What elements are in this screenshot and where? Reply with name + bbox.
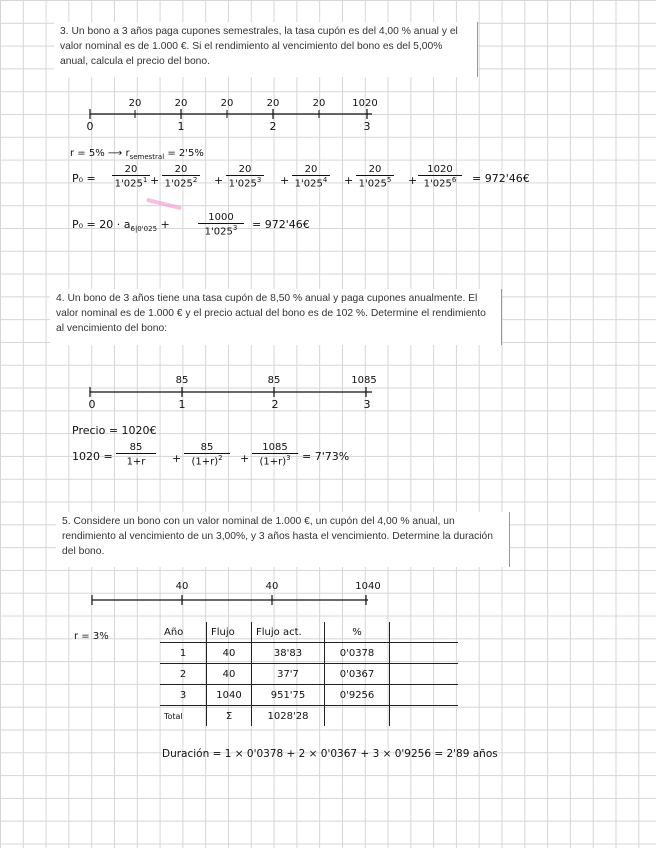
- table-cell: 1040: [207, 685, 252, 706]
- tick-label: 1: [178, 398, 186, 411]
- cash-flow-label: 85: [175, 375, 189, 386]
- cash-flow-label: 1020: [352, 98, 378, 109]
- fraction-term: $\frac{1020}{1'025^6}$: [418, 164, 462, 189]
- fraction-term: $\frac{85}{(1+r)^2}$: [184, 442, 230, 467]
- cash-flow-label: 20: [174, 98, 188, 109]
- plus-sign: +: [280, 174, 290, 187]
- fraction-term: $\frac{1085}{(1+r)^3}$: [252, 442, 298, 467]
- table-cell: Σ: [207, 706, 252, 727]
- duration-table: [160, 622, 458, 726]
- table-row: [160, 664, 458, 685]
- table-cell: [390, 664, 459, 685]
- cash-flow-label: 85: [267, 375, 281, 386]
- table-cell: 3: [160, 685, 207, 706]
- table-header: [390, 622, 459, 643]
- table-header-row: [160, 622, 458, 643]
- statement-border: [477, 22, 478, 77]
- cash-flow-label: 20: [220, 98, 234, 109]
- cash-flow-label: 40: [175, 581, 189, 592]
- table-row: [160, 685, 458, 706]
- table-cell: 2: [160, 664, 207, 685]
- table-cell: 38'83: [252, 643, 325, 664]
- table-cell: [390, 643, 459, 664]
- table-cell: 40: [207, 664, 252, 685]
- fraction-term: $\frac{20}{1'025^4}$: [292, 164, 330, 189]
- table-cell: 37'7: [252, 664, 325, 685]
- statement-border: [501, 289, 502, 345]
- table-cell: 0'0378: [325, 643, 390, 664]
- problem-3-text: 3. Un bono a 3 años paga cupones semestrales, la tasa cupón es del 4,00 % anual y el valor nominal es de 1.000 €. Si el rendimiento al vencimiento del bono es del 5,00% anual, calcula el precio del bono.: [60, 26, 458, 67]
- table-row: [160, 706, 458, 727]
- annuity-expression: $P_0 = 20 \cdot a_{6|0'025}$ +: [72, 218, 170, 234]
- table-cell: [390, 706, 459, 727]
- tick-label: 0: [86, 120, 94, 133]
- table-cell: [390, 685, 459, 706]
- tick-label: 3: [363, 398, 371, 411]
- fraction-term: $\frac{1000}{1'025^3}$: [198, 212, 244, 237]
- cash-flow-label: 1085: [351, 375, 377, 386]
- problem-5-statement: [56, 512, 510, 567]
- table-cell: Total: [160, 706, 207, 727]
- rate-label: r = 3%: [74, 631, 109, 642]
- table-cell: 1028'28: [252, 706, 325, 727]
- tick-label: 0: [88, 398, 96, 411]
- pink-highlight: [146, 198, 182, 211]
- problem-3-statement: [54, 22, 478, 77]
- table-row: [160, 643, 458, 664]
- problem-4-text: 4. Un bono de 3 años tiene una tasa cupón de 8,50 % anual y paga cupones anualmente. El valor nominal es de 1.000 € y el precio actual del bono es de 102 %. Determine el rendimiento al vencimiento del bono:: [56, 293, 486, 334]
- plus-sign: +: [150, 174, 160, 187]
- table-cell: 40: [207, 643, 252, 664]
- plus-sign: +: [408, 174, 418, 187]
- plus-sign: +: [344, 174, 354, 187]
- tick-label: 2: [269, 120, 277, 133]
- tick-label: 1: [177, 120, 185, 133]
- cash-flow-label: 1040: [355, 581, 381, 592]
- table-header: %: [325, 622, 390, 643]
- fraction-term: $\frac{85}{1+r}$: [116, 442, 156, 467]
- tick-label: 2: [271, 398, 279, 411]
- fraction-term: $\frac{20}{1'025^1}$: [112, 164, 150, 189]
- tick-label: 3: [363, 120, 371, 133]
- p0-label: P₀ =: [72, 172, 96, 185]
- equation-left: 1020 =: [72, 450, 113, 463]
- table-cell: 0'0367: [325, 664, 390, 685]
- fraction-term: $\frac{20}{1'025^3}$: [226, 164, 264, 189]
- annuity-result: = 972'46€: [252, 218, 310, 231]
- cash-flow-label: 20: [266, 98, 280, 109]
- fraction-term: $\frac{20}{1'025^2}$: [162, 164, 200, 189]
- table-header: Año: [160, 622, 207, 643]
- ytm-result: = 7'73%: [302, 450, 350, 463]
- rate-line: r = 5% ⟶ $r_{semestral} = 2'5\%$: [70, 148, 204, 161]
- table-cell: 0'9256: [325, 685, 390, 706]
- problem-4-statement: [50, 289, 502, 345]
- table-header: Flujo act.: [252, 622, 325, 643]
- table-cell: 1: [160, 643, 207, 664]
- cash-flow-label: 40: [265, 581, 279, 592]
- statement-border: [509, 512, 510, 567]
- price-line: Precio = 1020€: [72, 424, 157, 437]
- table-cell: 951'75: [252, 685, 325, 706]
- fraction-term: $\frac{20}{1'025^5}$: [356, 164, 394, 189]
- duration-result: Duración = 1 × 0'0378 + 2 × 0'0367 + 3 × 0'9256 = 2'89 años: [162, 748, 498, 760]
- problem-5-text: 5. Considere un bono con un valor nominal de 1.000 €, un cupón del 4,00 % anual, un rendimiento al vencimiento de un 3,00%, y 3 años hasta el vencimiento. Determine la duración del bono.: [62, 516, 493, 557]
- table-header: Flujo: [207, 622, 252, 643]
- plus-sign: +: [172, 452, 182, 465]
- table-cell: [325, 706, 390, 727]
- p0-result: = 972'46€: [472, 172, 530, 185]
- plus-sign: +: [214, 174, 224, 187]
- plus-sign: +: [240, 452, 250, 465]
- cash-flow-label: 20: [128, 98, 142, 109]
- cash-flow-label: 20: [312, 98, 326, 109]
